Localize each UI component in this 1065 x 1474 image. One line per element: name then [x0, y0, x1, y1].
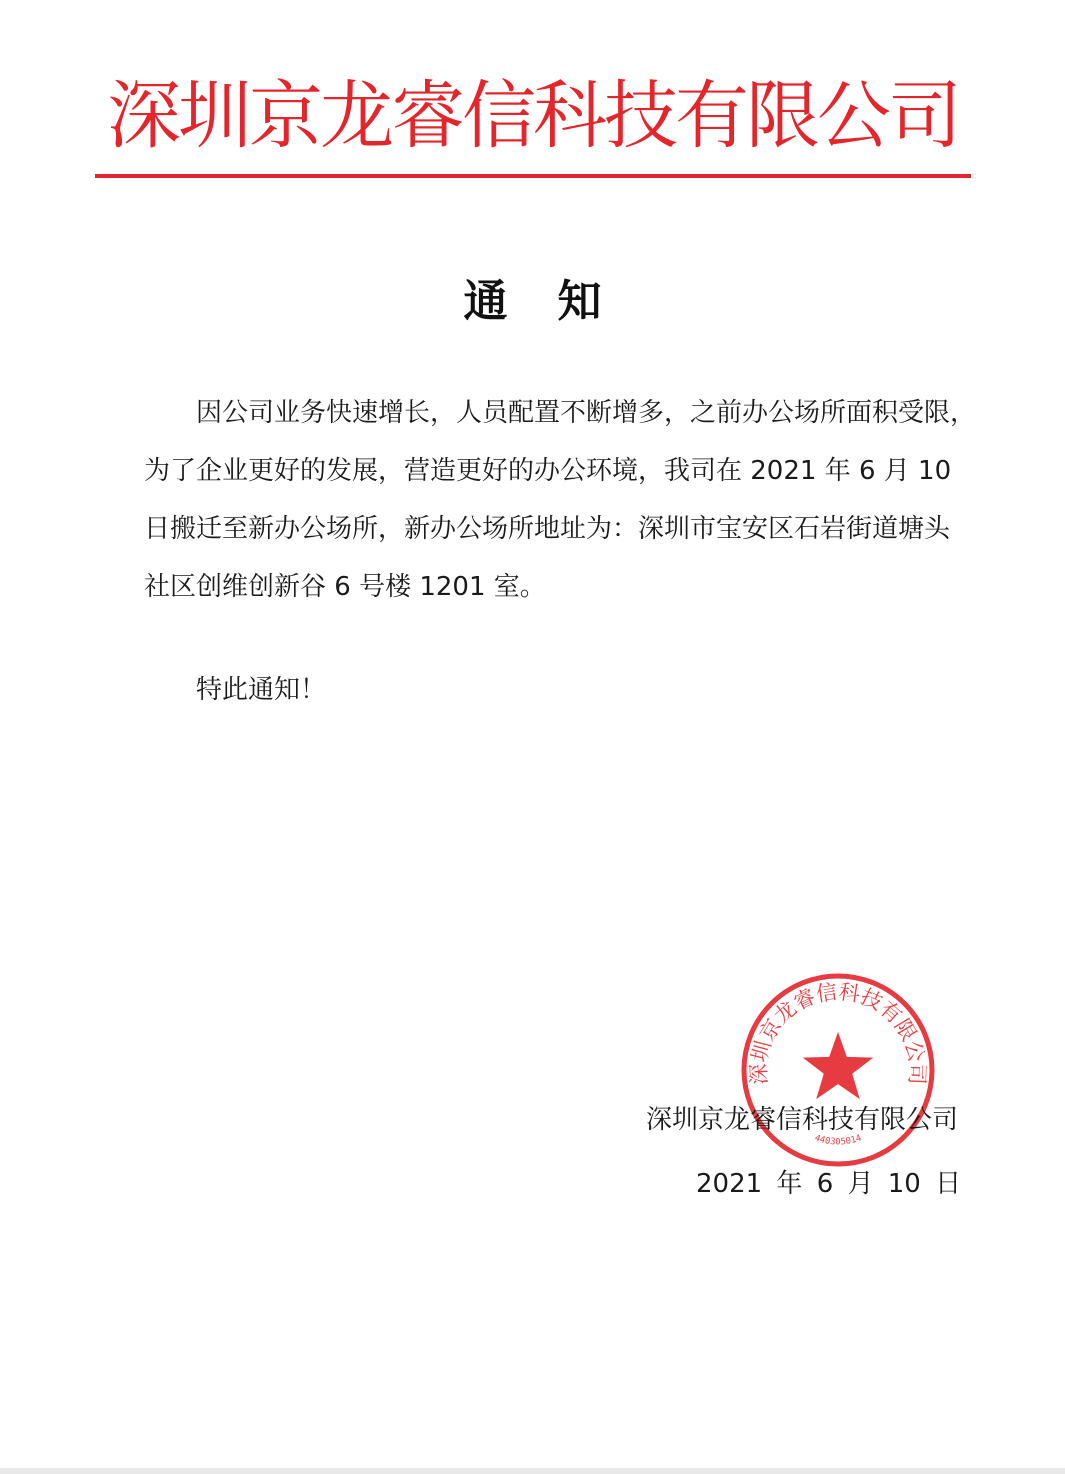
signature-date: 2021 年 6 月 10 日 — [696, 1169, 962, 1199]
body-line: 社区创维创新谷 6 号楼 1201 室。 — [144, 572, 546, 602]
notice-title: 通知 — [463, 276, 652, 327]
letterhead-company-name: 深圳京龙睿信科技有限公司 — [107, 73, 959, 159]
seal-arc-text: 深圳京龙睿信科技有限公司 — [746, 979, 930, 1086]
body-line: 因公司业务快速增长，人员配置不断增多，之前办公场所面积受限， — [196, 398, 977, 428]
notice-body — [144, 384, 977, 616]
seal-star-icon — [803, 1032, 873, 1099]
closing-remark: 特此通知！ — [196, 675, 327, 705]
page-bottom-edge — [0, 1468, 1065, 1474]
company-seal-stamp — [738, 970, 938, 1170]
body-line: 为了企业更好的发展，营造更好的办公环境，我司在 2021 年 6 月 10 — [144, 456, 952, 486]
body-line: 日搬迁至新办公场所，新办公场所地址为：深圳市宝安区石岩街道塘头 — [144, 514, 951, 544]
letterhead-divider — [95, 174, 971, 178]
signature-company: 深圳京龙睿信科技有限公司 — [646, 1105, 959, 1135]
seal-number: 440305014 — [813, 1133, 863, 1148]
